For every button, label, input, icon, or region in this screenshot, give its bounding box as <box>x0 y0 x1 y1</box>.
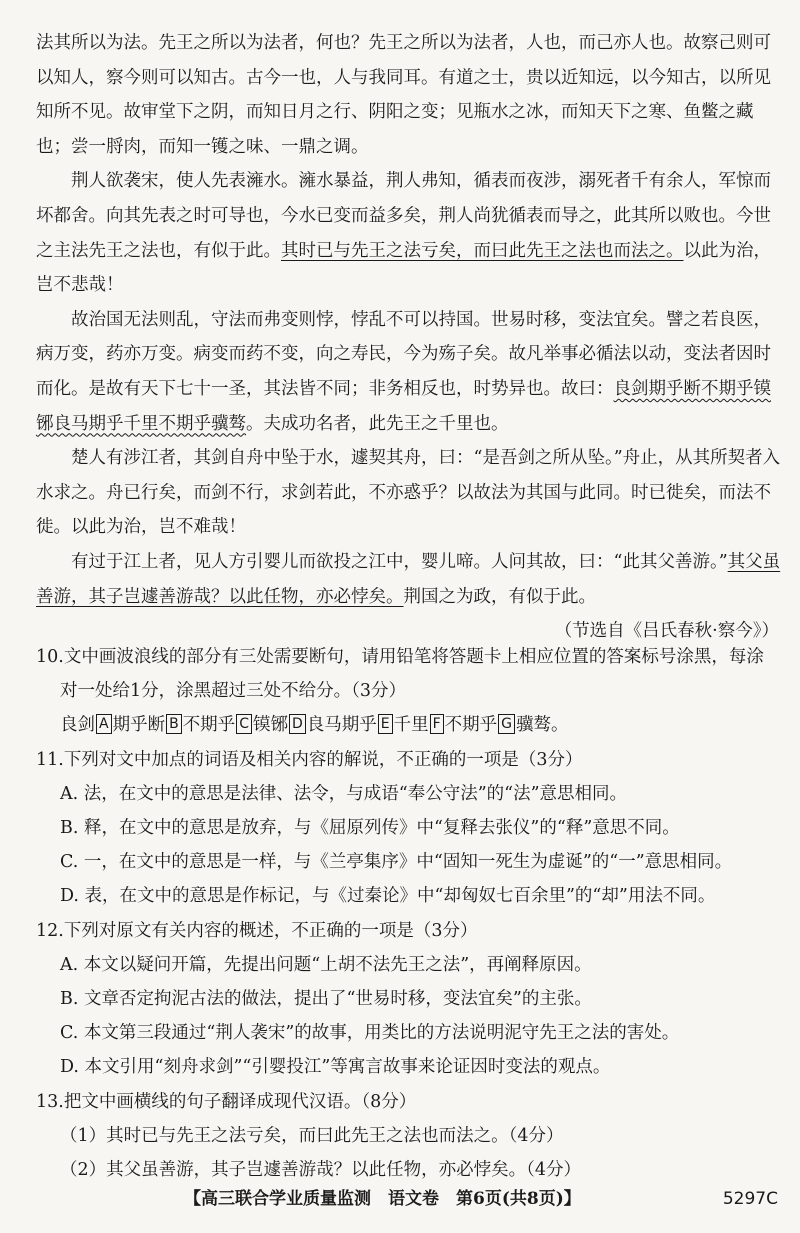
answer-box-g: G <box>498 714 515 734</box>
option-d: D. 本文引用“刻舟求剑”“引婴投江”等寓言故事来论证因时变法的观点。 <box>60 1057 611 1078</box>
answer-box-f: F <box>430 714 444 734</box>
option-c: C. 一，在文中的意思是一样，与《兰亭集序》中“固知一死生为虚诞”的“一”意思相同。 <box>60 852 733 873</box>
segment-text: 千里 <box>393 715 429 736</box>
segment-text: 良剑 <box>60 715 95 736</box>
question-stem-continued: 对一处给1分，涂黑超过三处不给分。（3分） <box>60 681 407 702</box>
segment-text: 镆铘 <box>252 715 288 736</box>
question-number: 10. <box>36 647 64 667</box>
segment-text: 不期乎 <box>182 715 236 736</box>
underlined-sentence-1: 其时已与先王之法亏矣，而曰此先王之法也而法之。 <box>281 240 684 261</box>
passage-paragraph-5 <box>36 545 781 614</box>
passage-text: 有过于江上者，见人方引婴儿而欲投之江中，婴儿啼。人问其故，曰：“此其父善游。” <box>71 551 728 572</box>
question-number: 13. <box>36 1091 64 1112</box>
question-12 <box>36 914 781 1085</box>
option-c: C. 本文第三段通过“荆人袭宋”的故事，用类比的方法说明泥守先王之法的害处。 <box>60 1023 680 1044</box>
answer-box-e: E <box>378 714 393 734</box>
passage-paragraph-4: 楚人有涉江者，其剑自舟中坠于水，遽契其舟，曰：“是吾剑之所从坠。”舟止，从其所契者入水求之。舟已行矣，而剑不行，求剑若此，不亦惑乎？以故法为其国与此同。时已徙矣，而法不徙。以此为治，岂不难哉！ <box>36 448 781 538</box>
footer-exam-info: 【高三联合学业质量监测 语文卷 第6页(共8页)】 <box>184 1189 581 1209</box>
passage-text: 以此为治，岂不悲哉！ <box>36 240 771 296</box>
answer-box-d: D <box>289 714 306 734</box>
wavy-underlined-text: 良剑期乎断不期乎镆铘良马期乎千里不期乎骥骜 <box>36 378 771 434</box>
option-a: A. 本文以疑问开篇，先提出问题“上胡不法先王之法”，再阐释原因。 <box>60 954 592 975</box>
segment-text: 不期乎 <box>444 715 498 736</box>
passage-text: 荆国之为政，有似于此。 <box>403 586 596 607</box>
question-list <box>36 640 781 1187</box>
question-number: 11. <box>36 749 64 770</box>
passage-paragraph-1: 法其所以为法。先王之所以为法者，何也？先王之所以为法者，人也，而己亦人也。故察己则可以知人，察今则可以知古。古今一也，人与我同耳。有道之士，贵以近知远，以今知古，以所见知所不见。故审堂下之阴，而知日月之行、阴阳之变；见瓶水之冰，而知天下之寒、鱼鳖之藏也；尝一脟肉，而知一镬之味、一鼎之调。 <box>36 33 771 157</box>
answer-box-a: A <box>96 714 112 734</box>
passage-text: 荆人欲袭宋，使人先表澭水。澭水暴益，荆人弗知，循表而夜涉，溺死者千有余人，军惊而坏都舍。向其先表之时可导也，今水已变而益多矣，荆人尚犹循表而导之，此其所以败也。今世之主法先王之法也，有似于此。 <box>36 171 771 261</box>
classical-passage <box>36 26 781 649</box>
option-b: B. 文章否定拘泥古法的做法，提出了“世易时移，变法宜矣”的主张。 <box>60 989 592 1010</box>
question-11 <box>36 743 781 914</box>
question-stem: 把文中画横线的句子翻译成现代汉语。（8分） <box>63 1091 417 1112</box>
question-stem: 下列对文中加点的词语及相关内容的解说，不正确的一项是（3分） <box>63 749 583 770</box>
answer-box-c: C <box>236 714 252 734</box>
passage-text: 。夫成功名者，此先王之千里也。 <box>246 413 509 434</box>
segment-text: 期乎断 <box>112 715 166 736</box>
option-a: A. 法，在文中的意思是法律、法令，与成语“奉公守法”的“法”意思相同。 <box>60 783 628 804</box>
translation-item-1: （1）其时已与先王之法亏矣，而曰此先王之法也而法之。（4分） <box>60 1125 564 1146</box>
question-stem: 下列对原文有关内容的概述，不正确的一项是（3分） <box>63 920 478 941</box>
option-d: D. 表，在文中的意思是作标记，与《过秦论》中“却匈奴七百余里”的“却”用法不同。 <box>60 886 716 907</box>
passage-source: （节选自《吕氏春秋·察今》） <box>554 621 779 642</box>
question-number: 12. <box>36 920 64 941</box>
translation-item-2: （2）其父虽善游，其子岂遽善游哉？以此任物，亦必悖矣。（4分） <box>60 1160 582 1181</box>
option-b: B. 释，在文中的意思是放弃，与《屈原列传》中“复释去张仪”的“释”意思不同。 <box>60 818 680 839</box>
passage-paragraph-3 <box>36 303 781 441</box>
question-stem: 文中画波浪线的部分有三处需要断句，请用铅笔将答题卡上相应位置的答案标号涂黑，每涂 <box>63 647 764 667</box>
question-13 <box>36 1085 781 1188</box>
segment-text: 骥骜。 <box>516 715 569 736</box>
segment-text: 良马期乎 <box>306 715 377 736</box>
passage-text: 故治国无法则乱，守法而弗变则悖，悖乱不可以持国。世易时移，变法宜矣。譬之若良医，病万变，药亦万变。病变而药不变，向之寿民，今为殇子矣。故凡举事必循法以动，变法者因时而化。是故有天下七十一圣，其法皆不同；非务相反也，时势异也。故曰： <box>36 309 771 399</box>
question-10 <box>36 640 781 743</box>
footer-code: 5297C <box>722 1189 778 1209</box>
underlined-sentence-2: 其父虽善游，其子岂遽善游哉？以此任物，亦必悖矣。 <box>36 551 781 607</box>
answer-box-b: B <box>166 714 182 734</box>
segmentation-row <box>36 708 781 742</box>
passage-paragraph-2 <box>36 164 781 302</box>
